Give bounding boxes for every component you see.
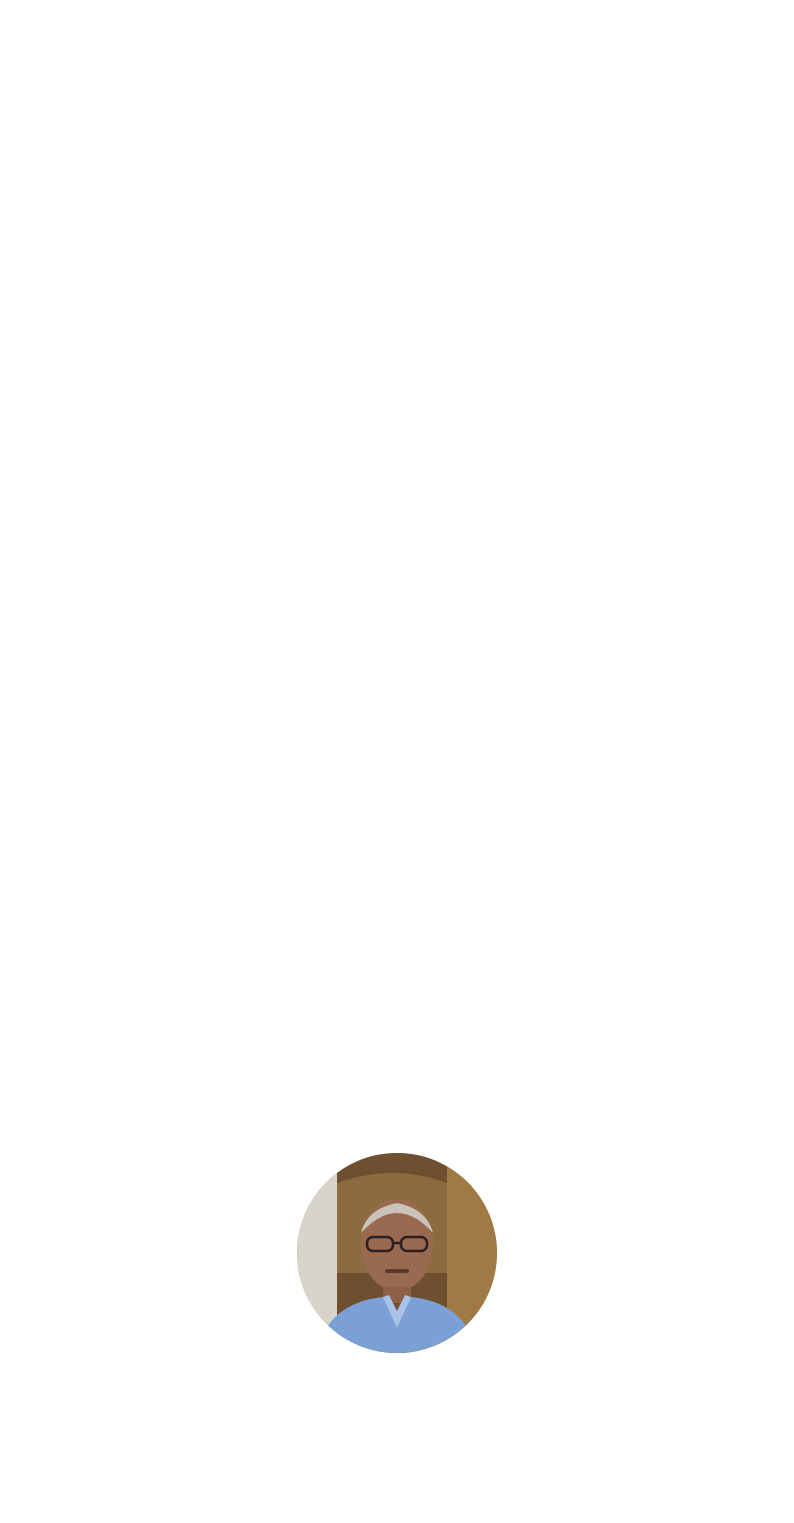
author-photo — [297, 1153, 497, 1353]
